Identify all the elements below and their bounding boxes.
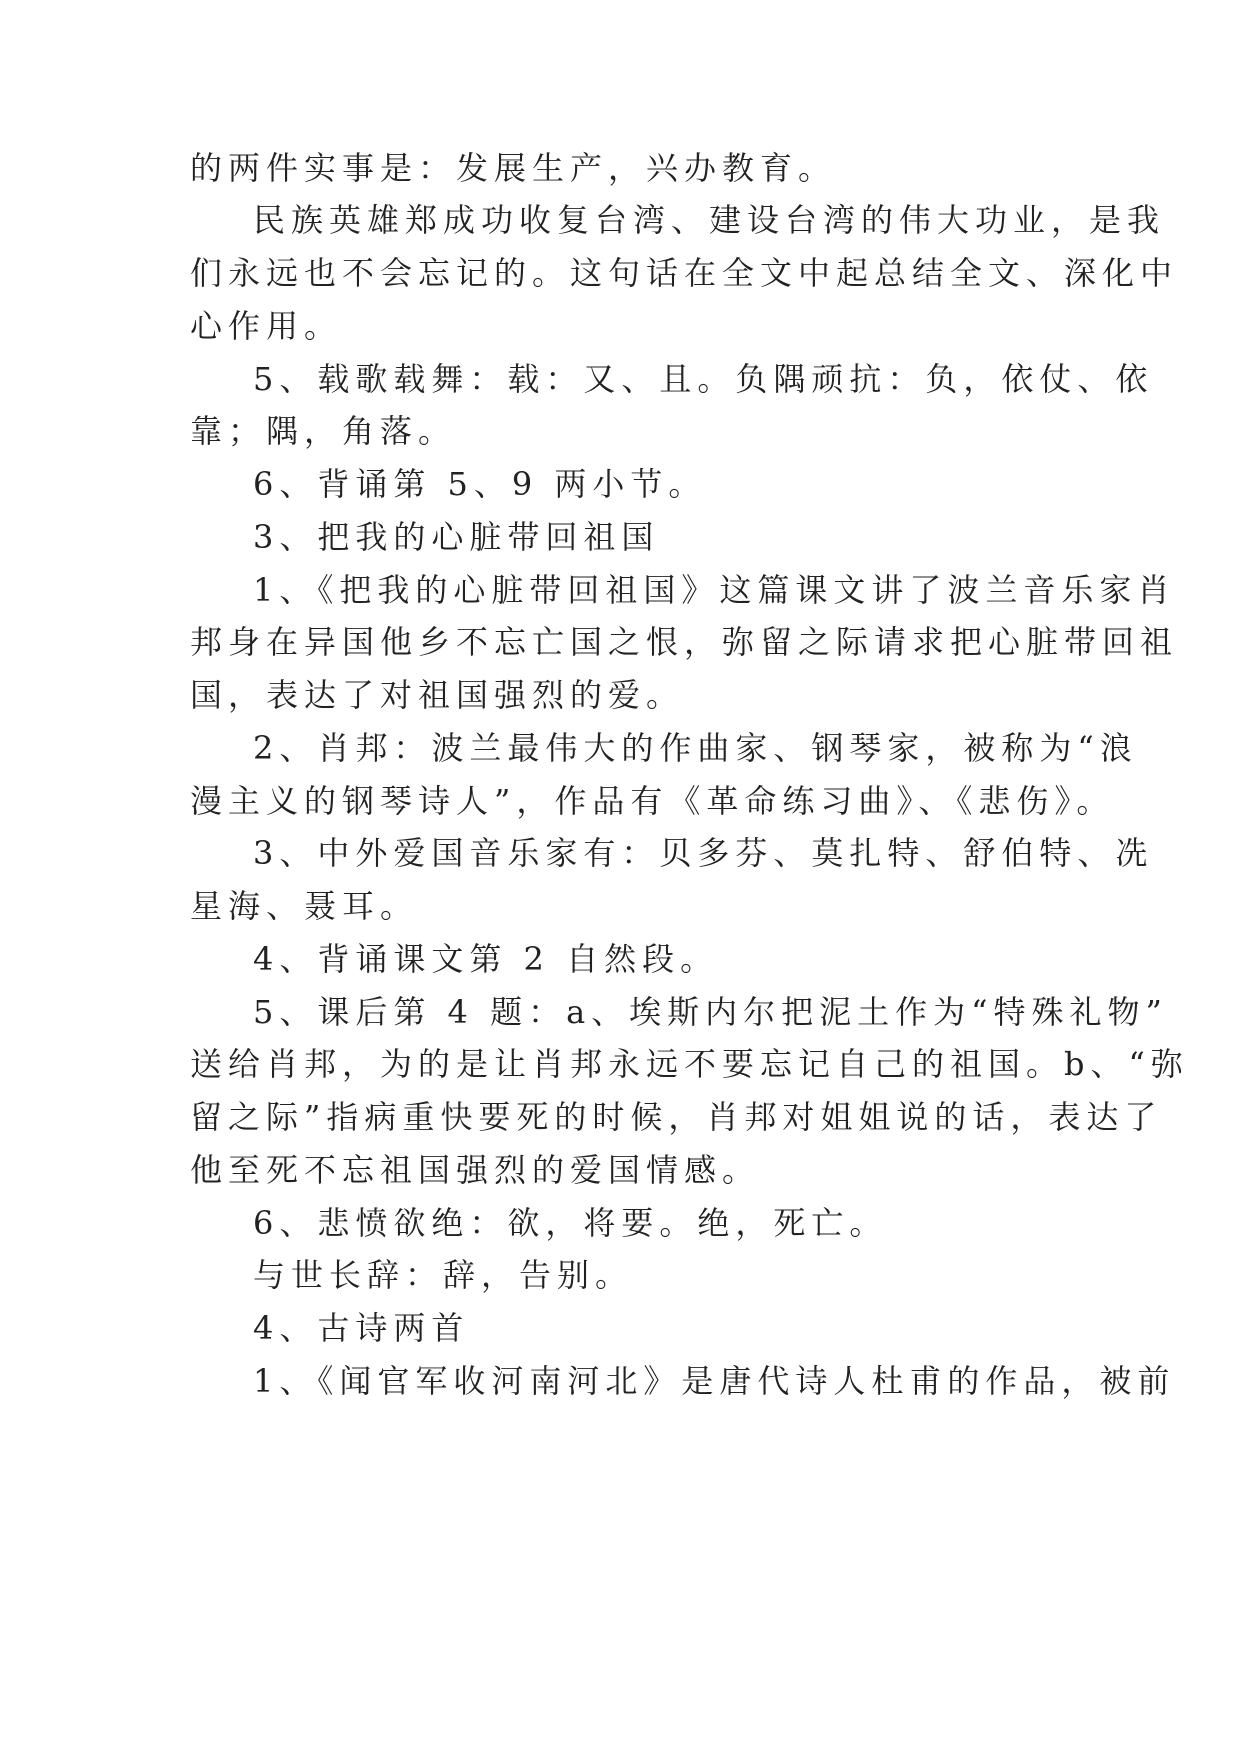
paragraph-start-line: 1、《把我的心脏带回祖国》这篇课文讲了波兰音乐家肖 — [253, 571, 1176, 609]
paragraph-start-line: 4、背诵课文第 2 自然段。 — [253, 940, 719, 978]
text-line: 国，表达了对祖国强烈的爱。 — [190, 676, 685, 714]
text-line: 他至死不忘祖国强烈的爱国情感。 — [190, 1151, 761, 1189]
text-line: 邦身在异国他乡不忘亡国之恨，弥留之际请求把心脏带回祖 — [190, 623, 1179, 661]
text-line: 心作用。 — [190, 307, 343, 345]
paragraph-start-line: 6、背诵第 5、9 两小节。 — [253, 465, 707, 503]
text-line: 星海、聂耳。 — [190, 887, 419, 925]
text-line: 漫主义的钢琴诗人”，作品有《革命练习曲》、《悲伤》。 — [190, 782, 1115, 820]
paragraph-start-line: 2、肖邦：波兰最伟大的作曲家、钢琴家，被称为“浪 — [253, 729, 1138, 767]
text-line: 留之际”指病重快要死的时候，肖邦对姐姐说的话，表达了 — [190, 1098, 1163, 1136]
text-line: 靠；隅，角落。 — [190, 412, 457, 450]
section-heading: 4、古诗两首 — [253, 1309, 470, 1347]
paragraph-start-line: 6、悲愤欲绝：欲，将要。绝，死亡。 — [253, 1204, 888, 1242]
paragraph-start-line: 与世长辞：辞，告别。 — [253, 1256, 634, 1294]
text-line: 送给肖邦，为的是让肖邦永远不要忘记自己的祖国。b、“弥 — [190, 1045, 1189, 1083]
text-line: 们永远也不会忘记的。这句话在全文中起总结全文、深化中 — [190, 254, 1179, 292]
paragraph-start-line: 民族英雄郑成功收复台湾、建设台湾的伟大功业，是我 — [253, 201, 1166, 239]
text-line: 的两件实事是：发展生产，兴办教育。 — [190, 149, 837, 187]
paragraph-start-line: 5、课后第 4 题：a、埃斯内尔把泥土作为“特殊礼物” — [253, 993, 1168, 1031]
paragraph-start-line: 1、《闻官军收河南河北》是唐代诗人杜甫的作品，被前 — [253, 1362, 1176, 1400]
paragraph-start-line: 5、载歌载舞：载：又、且。负隅顽抗：负，依仗、依 — [253, 360, 1154, 398]
section-heading: 3、把我的心脏带回祖国 — [253, 518, 660, 556]
paragraph-start-line: 3、中外爱国音乐家有：贝多芬、莫扎特、舒伯特、冼 — [253, 834, 1154, 872]
